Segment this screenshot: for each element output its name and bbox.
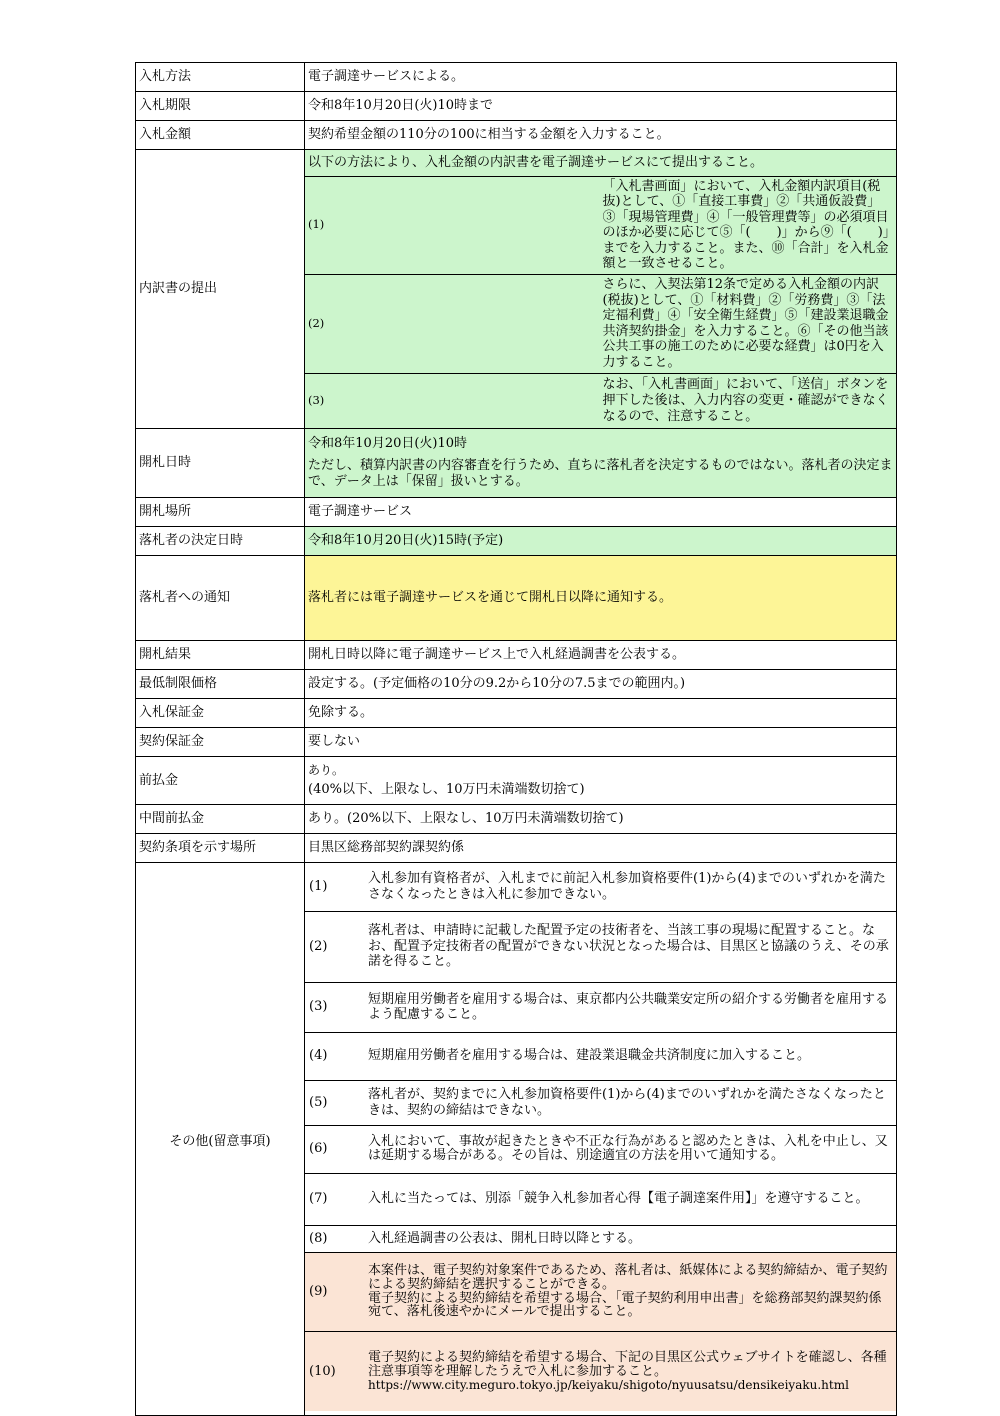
value-bid-deadline: 令和8年10月20日(火)10時まで [305, 92, 897, 121]
other-num-10: (10) [305, 1331, 366, 1411]
breakdown-num-3: (3) [305, 373, 601, 428]
other-num-4: (4) [305, 1032, 366, 1080]
breakdown-cell [305, 150, 897, 429]
other-num-1: (1) [309, 879, 328, 895]
value-winner-notice: 落札者には電子調達サービスを通じて開札日以降に通知する。 [305, 556, 897, 641]
other-num-9: (9) [305, 1252, 366, 1331]
breakdown-text-1: 「入札書画面」において、入札金額内訳項目(税抜)として、①「直接工事費」②「共通仮設費」③「現場管理費」④「一般管理費等」の必須項目のほか必要に応じて⑤「( )」から⑨「( )」までを入力すること。また、⑩「合計」を入札金額と一致させること。 [601, 176, 897, 275]
label-opening-datetime: 開札日時 [136, 429, 305, 498]
value-min-price: 設定する。(予定価格の10分の9.2から10分の7.5までの範囲内。) [305, 670, 897, 699]
row-winner-decision [136, 527, 897, 556]
label-contract-bond: 契約保証金 [136, 728, 305, 757]
row-bid-deadline [136, 92, 897, 121]
label-bid-bond: 入札保証金 [136, 699, 305, 728]
value-bid-bond: 免除する。 [305, 699, 897, 728]
label-opening-result: 開札結果 [136, 641, 305, 670]
row-advance [136, 757, 897, 805]
value-opening-datetime [305, 429, 897, 498]
value-contract-bond: 要しない [305, 728, 897, 757]
other-text-5: 落札者が、契約までに入札参加資格要件(1)から(4)までのいずれかを満たさなくなったときは、契約の締結はできない。 [366, 1080, 896, 1125]
other-text-9 [366, 1252, 896, 1331]
value-advance [305, 757, 897, 805]
advance-line2: (40%以下、上限なし、10万円未満端数切捨て) [308, 782, 585, 797]
row-opening-result [136, 641, 897, 670]
row-mid-advance [136, 805, 897, 834]
other-num-2: (2) [305, 911, 366, 982]
breakdown-num-2: (2) [305, 275, 601, 374]
other-num-8: (8) [305, 1225, 366, 1252]
label-winner-notice: 落札者への通知 [136, 556, 305, 641]
breakdown-text-3: なお、「入札書画面」において、「送信」ボタンを押下した後は、入力内容の変更・確認ができなくなるので、注意すること。 [601, 373, 897, 428]
other-text-10 [366, 1331, 896, 1411]
label-bid-method: 入札方法 [136, 63, 305, 92]
other-num-3: (3) [305, 982, 366, 1032]
breakdown-text-2: さらに、入契法第12条で定める入札金額の内訳(税抜)として、①「材料費」②「労務費」③「法定福利費」④「安全衛生経費」⑤「建設業退職金共済契約掛金」を入力すること。⑥「その他当該公共工事の施工のために必要な経費」は0円を入力すること。 [601, 275, 897, 374]
label-opening-place: 開札場所 [136, 498, 305, 527]
row-opening-datetime [136, 429, 897, 498]
row-other [136, 863, 897, 1416]
other-text-10-part1: 電子契約による契約締結を希望する場合、下記の目黒区公式ウェブサイトを確認し、各種注意事項等を理解したうえで入札に参加すること。 [368, 1350, 887, 1380]
value-opening-result: 開札日時以降に電子調達サービス上で入札経過調書を公表する。 [305, 641, 897, 670]
other-cell [305, 863, 897, 1416]
row-contract-terms [136, 834, 897, 863]
label-contract-terms: 契約条項を示す場所 [136, 834, 305, 863]
other-text-2: 落札者は、申請時に記載した配置予定の技術者を、当該工事の現場に配置すること。なお、配置予定技術者の配置ができない状況となった場合は、目黒区と協議のうえ、その承諾を得ること。 [366, 911, 896, 982]
opening-datetime-line1: 令和8年10月20日(火)10時 [308, 436, 468, 452]
row-breakdown [136, 150, 897, 429]
advance-line1: あり。 [308, 763, 345, 777]
value-contract-terms: 目黒区総務部契約課契約係 [305, 834, 897, 863]
value-winner-decision: 令和8年10月20日(火)15時(予定) [305, 527, 897, 556]
breakdown-num-1: (1) [305, 176, 601, 275]
row-min-price [136, 670, 897, 699]
row-bid-bond [136, 699, 897, 728]
breakdown-subtable [305, 150, 896, 428]
row-bid-method [136, 63, 897, 92]
other-text-7: 入札に当たっては、別添「競争入札参加者心得【電子調達案件用】」を遵守すること。 [366, 1173, 896, 1225]
value-bid-method: 電子調達サービスによる。 [305, 63, 897, 92]
other-num-7: (7) [305, 1173, 366, 1225]
opening-datetime-line2: ただし、積算内訳書の内容審査を行うため、直ちに落札者を決定するものではない。落札者の決定まで、データ上は「保留」扱いとする。 [308, 457, 893, 489]
value-opening-place: 電子調達サービス [305, 498, 897, 527]
other-text-9-part1: 本案件は、電子契約対象案件であるため、落札者は、紙媒体による契約締結か、電子契約による契約締結を選択することができる。 [368, 1263, 888, 1292]
row-contract-bond [136, 728, 897, 757]
row-opening-place [136, 498, 897, 527]
other-text-8: 入札経過調書の公表は、開札日時以降とする。 [366, 1225, 896, 1252]
other-subtable [305, 863, 896, 1411]
label-mid-advance: 中間前払金 [136, 805, 305, 834]
other-text-9-part2: 電子契約による契約締結を希望する場合、「電子契約利用申出書」を総務部契約課契約係宛て、落札後速やかにメールで提出すること。 [368, 1290, 882, 1320]
label-min-price: 最低制限価格 [136, 670, 305, 699]
other-text-3: 短期雇用労働者を雇用する場合は、東京都内公共職業安定所の紹介する労働者を雇用するよう配慮すること。 [366, 982, 896, 1032]
label-bid-deadline: 入札期限 [136, 92, 305, 121]
label-winner-decision: 落札者の決定日時 [136, 527, 305, 556]
meguro-website-link[interactable]: https://www.city.meguro.tokyo.jp/keiyaku/shigoto/nyuusatsu/densikeiyaku.html [368, 1377, 849, 1392]
other-num-5: (5) [305, 1080, 366, 1125]
label-breakdown: 内訳書の提出 [136, 150, 305, 429]
label-other: その他(留意事項) [136, 863, 305, 1416]
value-mid-advance: あり。(20%以下、上限なし、10万円未満端数切捨て) [305, 805, 897, 834]
row-winner-notice [136, 556, 897, 641]
bid-conditions-table [135, 62, 897, 1416]
other-text-4: 短期雇用労働者を雇用する場合は、建設業退職金共済制度に加入すること。 [366, 1032, 896, 1080]
row-bid-amount [136, 121, 897, 150]
other-text-6: 入札において、事故が起きたときや不正な行為があると認めたときは、入札を中止し、又は延期する場合がある。その旨は、別途適宜の方法を用いて通知する。 [366, 1125, 896, 1173]
other-text-1: 入札参加有資格者が、入札までに前記入札参加資格要件(1)から(4)までのいずれかを満たさなくなったときは入札に参加できない。 [368, 871, 886, 902]
other-num-6: (6) [305, 1125, 366, 1173]
label-advance: 前払金 [136, 757, 305, 805]
label-bid-amount: 入札金額 [136, 121, 305, 150]
breakdown-intro: 以下の方法により、入札金額の内訳書を電子調達サービスにて提出すること。 [308, 154, 764, 170]
value-bid-amount: 契約希望金額の110分の100に相当する金額を入力すること。 [305, 121, 897, 150]
